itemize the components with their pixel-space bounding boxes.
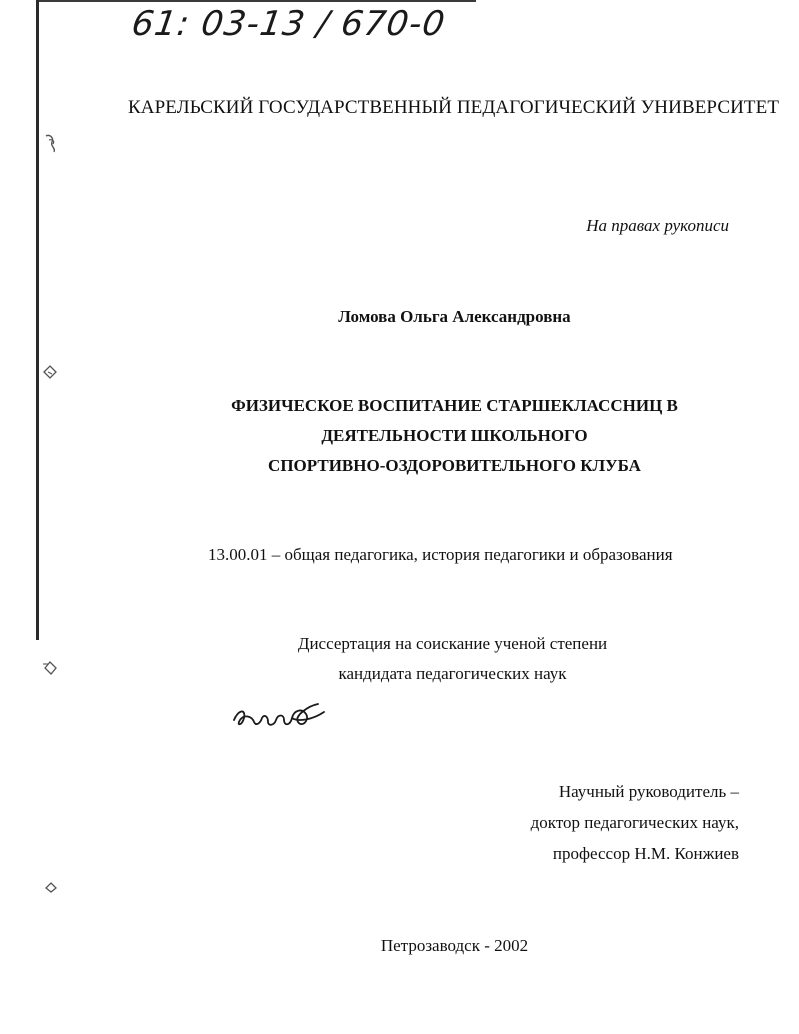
- dissertation-title-line-1: ФИЗИЧЕСКОЕ ВОСПИТАНИЕ СТАРШЕКЛАССНИЦ В: [231, 396, 678, 415]
- degree-line-1: Диссертация на соискание ученой степени: [297, 634, 608, 653]
- degree-line-2: кандидата педагогических наук: [338, 664, 567, 683]
- advisor-role: Научный руководитель –: [558, 782, 739, 801]
- dissertation-title-line-3: СПОРТИВНО-ОЗДОРОВИТЕЛЬНОГО КЛУБА: [268, 456, 641, 475]
- dissertation-title-line-2: ДЕЯТЕЛЬНОСТИ ШКОЛЬНОГО: [321, 426, 588, 445]
- advisor-degree: доктор педагогических наук,: [530, 813, 739, 832]
- punch-mark-icon: [40, 876, 62, 898]
- punch-mark-icon: [40, 132, 62, 154]
- university-name: КАРЕЛЬСКИЙ ГОСУДАРСТВЕННЫЙ ПЕДАГОГИЧЕСКИЙ УНИВЕРСИТЕТ: [128, 97, 780, 118]
- specialty-code: 13.00.01 – общая педагогика, история педагогики и образования: [208, 545, 673, 564]
- punch-mark-icon: [40, 362, 62, 384]
- author-name: Ломова Ольга Александровна: [338, 307, 571, 326]
- scan-border-top: [36, 0, 476, 2]
- archive-code-handwritten: 61: 03-13 / 670-0: [129, 4, 449, 44]
- manuscript-rights-note: На правах рукописи: [586, 216, 729, 235]
- author-signature: [228, 696, 338, 736]
- advisor-name: профессор Н.М. Конжиев: [552, 844, 739, 863]
- city-and-year: Петрозаводск - 2002: [380, 936, 529, 955]
